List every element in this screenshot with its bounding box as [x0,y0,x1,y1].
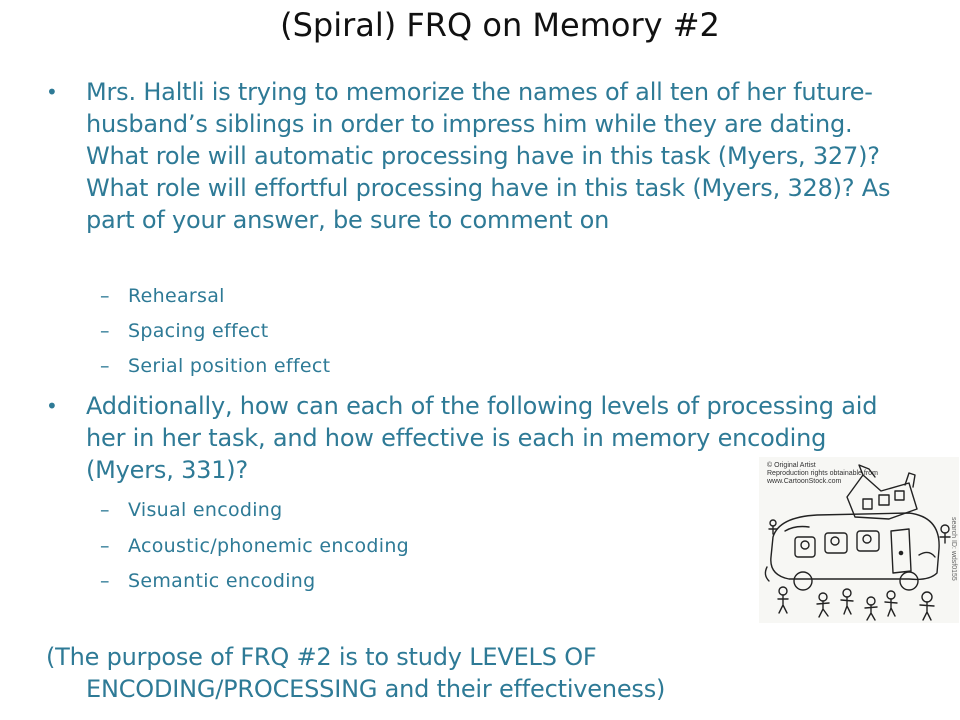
slide-title: (Spiral) FRQ on Memory #2 [280,6,720,44]
sub-dash: – [100,570,110,592]
sub-item-rehearsal [100,284,225,308]
sub-item-label: Acoustic/phonemic encoding [128,535,410,557]
sub-item-label: Spacing effect [128,320,269,342]
bullet-text: Mrs. Haltli is trying to memorize the names of all ten of her future-husband’s siblings in order to impress him while they are dating. What role will automatic processing have in this task (Myers, 327)? What role will effortful processing have in this task (Myers, 328)? As part of your answer, be sure to comment on [86,78,891,234]
cartoon-search-id: search ID: wdsf0155 [950,517,957,581]
cartoon-drawing [759,457,959,623]
sub-item-acoustic-encoding [100,534,409,558]
closing-line-2: ENCODING/PROCESSING and their effectiveness) [86,675,666,703]
sub-dash: – [100,355,110,377]
sub-dash: – [100,499,110,521]
sub-item-visual-encoding [100,498,283,522]
sub-item-label: Semantic encoding [128,570,316,592]
closing-note [46,641,926,705]
bullet-dot: • [46,394,58,418]
sub-dash: – [100,285,110,307]
sub-item-label: Serial position effect [128,355,331,377]
cartoon-caption-line: © Original Artist [767,462,816,469]
closing-line-1: (The purpose of FRQ #2 is to study LEVELS OF [46,643,597,671]
sub-item-label: Visual encoding [128,499,283,521]
sub-item-spacing-effect [100,319,268,343]
cartoon-image [759,457,959,623]
cartoon-caption-line: www.CartoonStock.com [767,478,842,485]
bullet-item-1 [46,76,916,236]
sub-item-semantic-encoding [100,569,316,593]
bullet-text: Additionally, how can each of the following levels of processing aid her in her task, and how effective is each in memory encoding (Myers, 331)? [86,392,878,484]
cartoon-caption-line: Reproduction rights obtainable from [767,470,878,477]
bullet-dot: • [46,80,58,104]
sub-dash: – [100,320,110,342]
sub-item-serial-position [100,354,330,378]
sub-item-label: Rehearsal [128,285,225,307]
sub-dash: – [100,535,110,557]
